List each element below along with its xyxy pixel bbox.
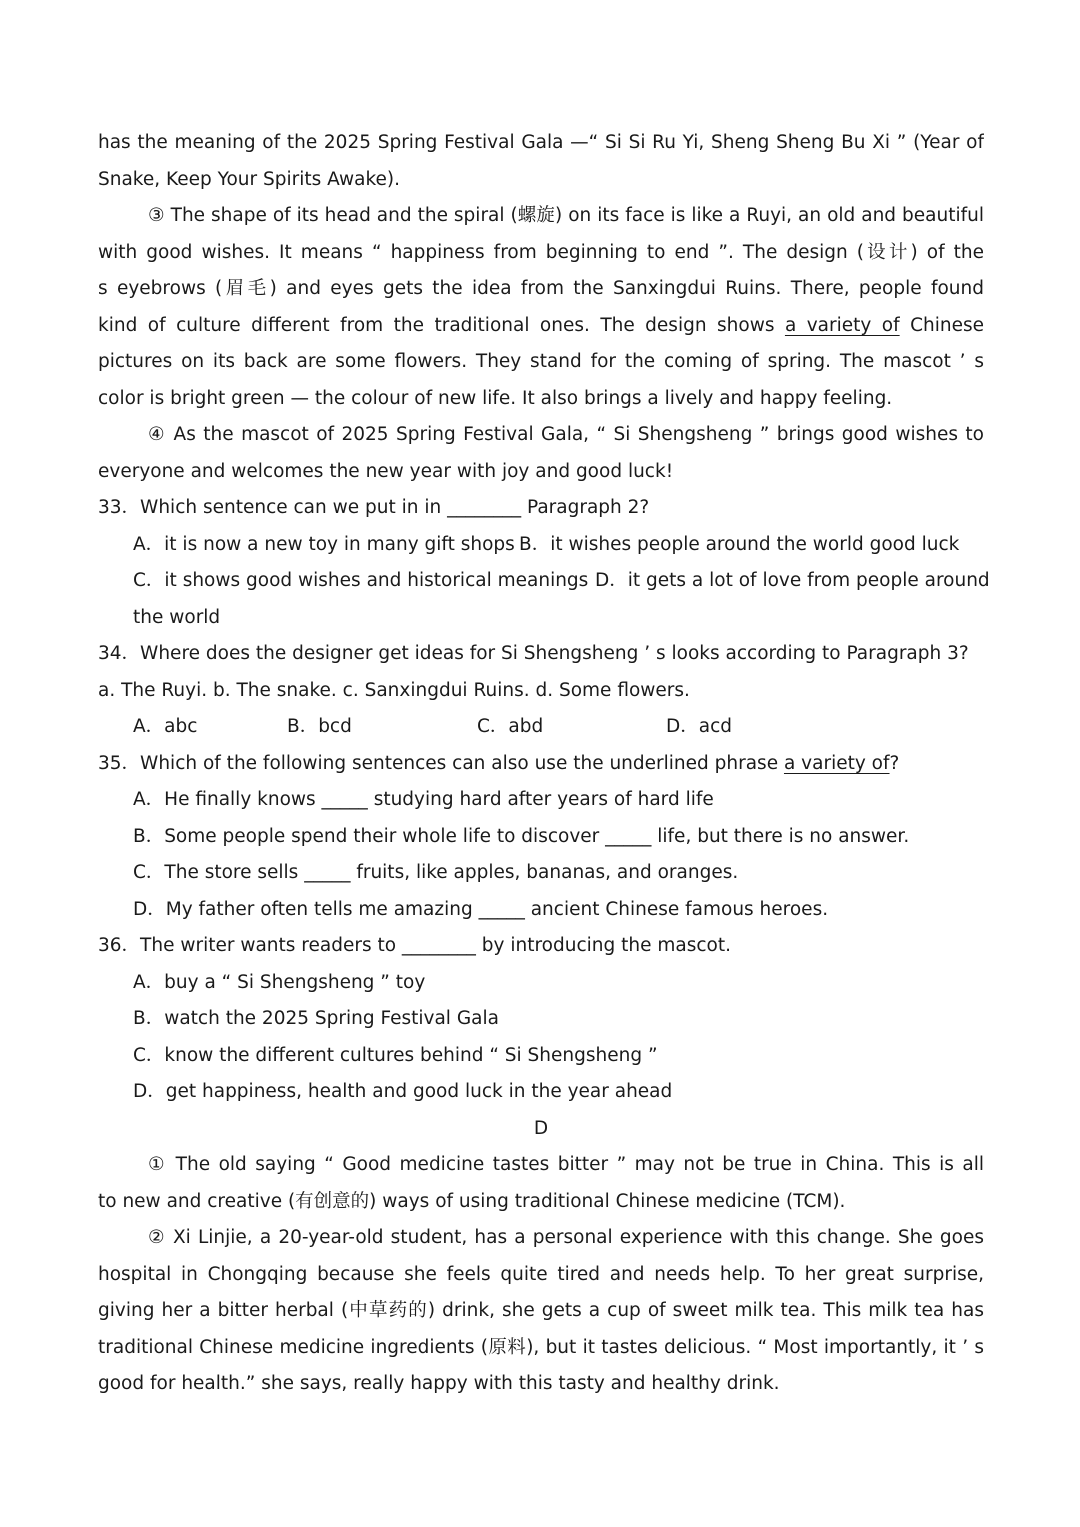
question-34-items: a. The Ruyi. b. The snake. c. Sanxingdui Ruins. d. Some flowers.: [98, 679, 690, 701]
text-span: 35．Which of the following sentences can also use the underlined phrase: [98, 752, 784, 774]
passage-c-p3-line: ③ The shape of its head and the spiral (螺旋) on its face is like a Ruyi, an old and beautiful: [148, 205, 984, 226]
option-a[interactable]: A．buy a “ Si Shengsheng ” toy: [133, 971, 426, 993]
question-36-stem: 36．The writer wants readers to ________ by introducing the mascot.: [98, 935, 731, 956]
exam-page: [98, 125, 990, 1403]
option-b[interactable]: B．Some people spend their whole life to discover _____ life, but there is no answer.: [133, 825, 910, 847]
option-c[interactable]: C．abd: [477, 716, 544, 737]
underlined-phrase: a variety of: [784, 314, 900, 336]
underlined-phrase: a variety of: [783, 752, 890, 774]
option-d[interactable]: D．My father often tells me amazing _____ ancient Chinese famous heroes.: [133, 898, 829, 920]
option-d[interactable]: D．it gets a lot of love from people around: [595, 570, 990, 591]
option-b[interactable]: B．bcd: [287, 716, 352, 737]
question-35-stem: [98, 746, 984, 783]
option-a[interactable]: A．it is now a new toy in many gift shops: [133, 533, 515, 555]
option-c[interactable]: C．it shows good wishes and historical meanings: [133, 570, 589, 591]
question-33-options-row: [98, 563, 990, 600]
option-a[interactable]: A．He finally knows _____ studying hard after years of hard life: [133, 789, 714, 810]
passage-c-p3-line: with good wishes. It means “ happiness from beginning to end ”. The design (设计) of the: [98, 241, 984, 263]
text-span: Chinese: [910, 314, 984, 336]
option-d-continuation: the world: [133, 606, 221, 628]
passage-c-p4-line: everyone and welcomes the new year with joy and good luck!: [98, 460, 674, 482]
passage-c-p2-line: Snake, Keep Your Spirits Awake).: [98, 168, 401, 190]
question-33-options-row: [98, 527, 984, 564]
passage-d-p2-line: traditional Chinese medicine ingredients (原料), but it tastes delicious. “ Most importantly, it ’ s: [98, 1336, 984, 1358]
passage-d-p2-line: giving her a bitter herbal (中草药的) drink, she gets a cup of sweet milk tea. This milk tea has: [98, 1300, 984, 1321]
passage-c-p3-line: s eyebrows (眉毛) and eyes gets the idea from the Sanxingdui Ruins. There, people found: [98, 278, 984, 299]
option-c[interactable]: C．know the different cultures behind “ Si Shengsheng ”: [133, 1044, 658, 1066]
passage-c-p3-line: color is bright green — the colour of new life. It also brings a lively and happy feeling.: [98, 387, 893, 409]
question-33-stem: 33．Which sentence can we put in in ________ Paragraph 2?: [98, 497, 650, 518]
option-a[interactable]: A．abc: [133, 716, 198, 737]
passage-c-p2-line: has the meaning of the 2025 Spring Festival Gala —“ Si Si Ru Yi, Sheng Sheng Bu Xi ” (Year of: [98, 132, 984, 153]
passage-d-p2-line: ② Xi Linjie, a 20-year-old student, has a personal experience with this change. She goes: [148, 1227, 984, 1248]
passage-c-p3-line: pictures on its back are some flowers. They stand for the coming of spring. The mascot ’ s: [98, 351, 984, 372]
option-b[interactable]: B．watch the 2025 Spring Festival Gala: [133, 1008, 499, 1029]
option-b[interactable]: B．it wishes people around the world good luck: [519, 533, 960, 555]
text-span: ?: [889, 752, 900, 774]
passage-c-p4-line: ④ As the mascot of 2025 Spring Festival Gala, “ Si Shengsheng ” brings good wishes to: [148, 424, 984, 445]
option-d[interactable]: D．acd: [666, 716, 732, 737]
passage-d-p2-line: hospital in Chongqing because she feels quite tired and needs help. To her great surprise,: [98, 1263, 984, 1285]
passage-d-p2-line: good for health.” she says, really happy with this tasty and healthy drink.: [98, 1373, 780, 1394]
question-34-options-row: [98, 709, 984, 746]
question-34-stem: 34．Where does the designer get ideas for Si Shengsheng ’ s looks according to Paragraph 3?: [98, 643, 969, 664]
text-span: kind of culture different from the traditional ones. The design shows: [98, 314, 785, 336]
passage-d-p1-line: ① The old saying “ Good medicine tastes bitter ” may not be true in China. This is all: [148, 1154, 984, 1175]
option-d[interactable]: D．get happiness, health and good luck in the year ahead: [133, 1081, 673, 1102]
option-c[interactable]: C．The store sells _____ fruits, like apples, bananas, and oranges.: [133, 862, 739, 883]
passage-d-p1-line: to new and creative (有创意的) ways of using traditional Chinese medicine (TCM).: [98, 1190, 846, 1212]
passage-c-p3-line: [98, 308, 984, 345]
passage-heading: D: [533, 1117, 549, 1139]
